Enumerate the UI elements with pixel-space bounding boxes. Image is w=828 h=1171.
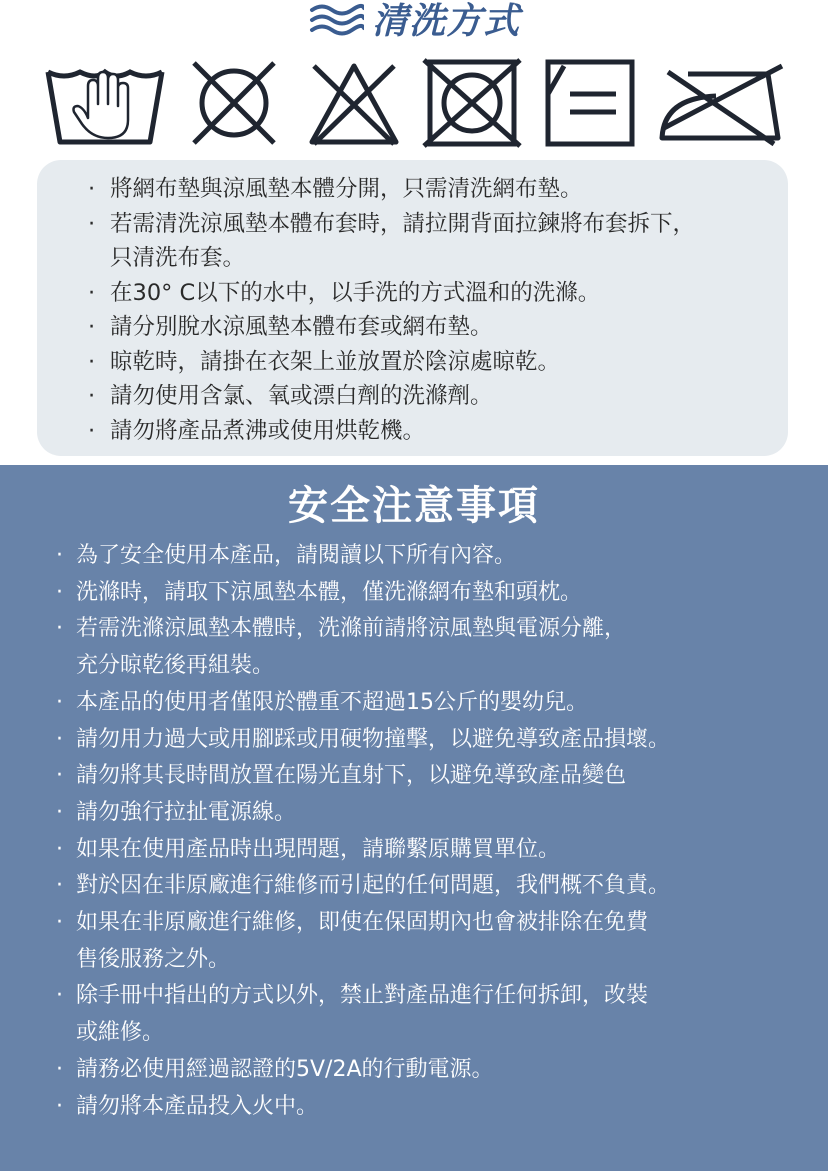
care-heading (0, 0, 828, 50)
list-item: 或維修。 (76, 1020, 165, 1046)
list-item: · 請勿用力過大或用腳踩或用硬物撞擊，以避免導致產品損壞。 (56, 726, 671, 752)
list-item: · 洗滌時，請取下涼風墊本體，僅洗滌網布墊和頭枕。 (56, 579, 583, 605)
care-section (0, 0, 828, 465)
list-item: · 請分別脫水涼風墊本體布套或網布墊。 (88, 314, 493, 340)
list-item: · 晾乾時，請掛在衣架上並放置於陰涼處晾乾。 (88, 348, 561, 375)
do-not-wash-machine-icon (186, 58, 282, 148)
list-item: · 本產品的使用者僅限於體重不超過15公斤的嬰幼兒。 (56, 689, 588, 715)
list-item: · 請勿使用含氯、氧或漂白劑的洗滌劑。 (88, 383, 493, 409)
do-not-tumble-dry-icon (420, 58, 524, 148)
safety-title: 安全注意事項 (288, 483, 540, 529)
list-item: · 請勿將其長時間放置在陽光直射下，以避免導致產品變色 (56, 763, 627, 789)
list-item: · 請務必使用經過認證的5V/2A的行動電源。 (56, 1056, 494, 1082)
hand-wash-icon (44, 58, 166, 148)
dry-flat-icon (544, 58, 636, 148)
list-item: · 為了安全使用本產品，請閱讀以下所有內容。 (56, 543, 517, 568)
list-item: · 請勿強行拉扯電源線。 (56, 799, 297, 825)
care-title: 清洗方式 (371, 0, 520, 42)
list-item: · 請勿將本產品投入火中。 (56, 1093, 319, 1119)
list-item: · 如果在非原廠進行維修，即使在保固期內也會被排除在免費 (56, 910, 649, 936)
list-item: · 若需洗滌涼風墊本體時，洗滌前請將涼風墊與電源分離， (56, 616, 627, 642)
list-item: · 若需清洗涼風墊本體布套時，請拉開背面拉鍊將布套拆下， (88, 210, 696, 237)
list-item: · 在30° C以下的水中，以手洗的方式溫和的洗滌。 (88, 279, 601, 306)
list-item: · 請勿將產品煮沸或使用烘乾機。 (88, 417, 426, 444)
care-symbols-row (0, 58, 828, 153)
do-not-bleach-icon (306, 58, 402, 148)
safety-list (52, 538, 822, 1125)
care-instructions-list (80, 172, 780, 448)
wave-icon (308, 2, 364, 36)
do-not-iron-icon (654, 58, 784, 148)
list-item: 充分晾乾後再組裝。 (76, 653, 275, 679)
list-item: · 對於因在非原廠進行維修而引起的任何問題，我們概不負責。 (56, 873, 671, 899)
list-item: · 如果在使用產品時出現問題，請聯繫原購買單位。 (56, 836, 561, 862)
list-item: · 將網布墊與涼風墊本體分開，只需清洗網布墊。 (88, 176, 583, 202)
list-item: 售後服務之外。 (76, 946, 231, 972)
list-item: 只清洗布套。 (110, 245, 246, 271)
list-item: · 除手冊中指出的方式以外，禁止對產品進行任何拆卸，改裝 (56, 983, 649, 1009)
